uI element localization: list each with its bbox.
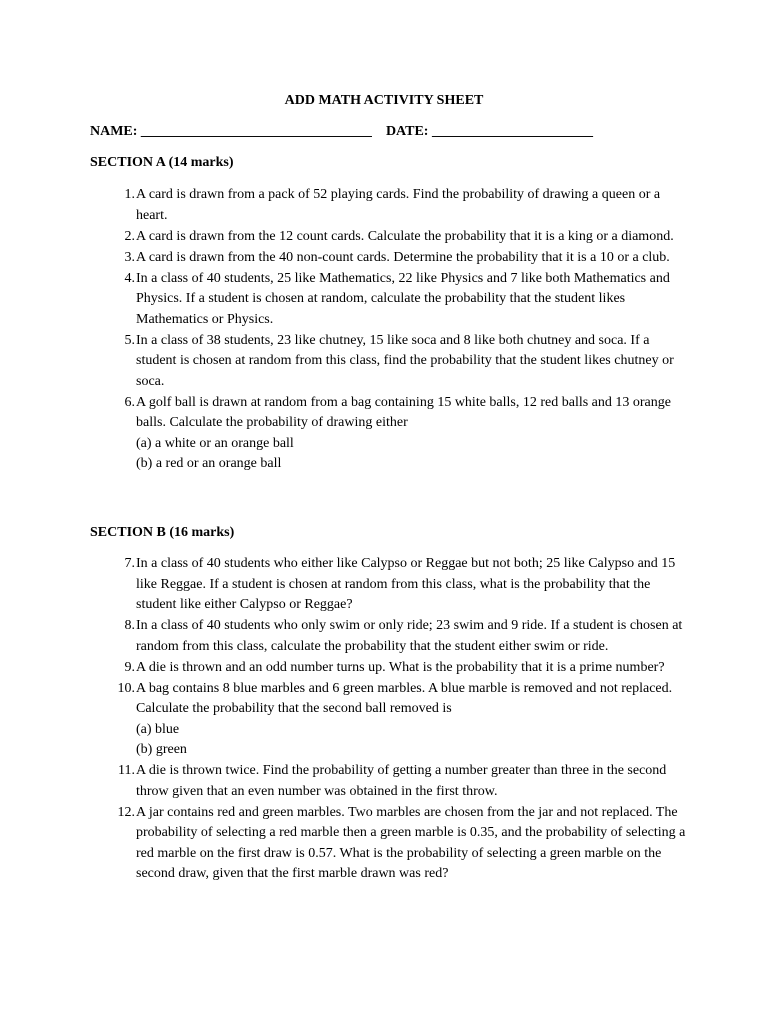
question-text: A die is thrown and an odd number turns up. What is the probability that it is a prime number? <box>136 659 665 675</box>
question-text: In a class of 40 students who either like Calypso or Reggae but not both; 25 like Calypso and 15 like Reggae. If a student is chosen at random from this class, what is the probability that the student like either Calypso or Reggae? <box>136 556 676 612</box>
section-b-heading: SECTION B (16 marks) <box>90 525 235 540</box>
question-number: 5. <box>124 332 135 348</box>
question-text: A golf ball is drawn at random from a bag containing 15 white balls, 12 red balls and 13 orange balls. Calculate the probability of drawing either <box>136 394 671 430</box>
question-item <box>90 331 690 393</box>
question-item <box>90 393 690 475</box>
section-a-question-list <box>90 185 690 475</box>
question-item <box>90 248 690 269</box>
name-date-row <box>90 124 593 140</box>
question-subpart-b: (b) a red or an orange ball <box>136 456 282 471</box>
section-a-heading: SECTION A (14 marks) <box>90 155 234 170</box>
question-number: 9. <box>124 659 135 675</box>
question-number: 3. <box>124 249 135 265</box>
question-subpart-a: (a) blue <box>136 721 180 737</box>
question-number: 7. <box>124 556 135 571</box>
question-number: 2. <box>124 228 135 244</box>
question-subpart-b: (b) green <box>136 742 187 757</box>
question-number: 4. <box>124 270 135 286</box>
question-number: 1. <box>124 187 135 202</box>
question-text: In a class of 40 students, 25 like Mathematics, 22 like Physics and 7 like both Mathematics and Physics. If a student is chosen at random, calculate the probability that the student likes Mathematics or Physics. <box>136 270 670 327</box>
name-field-label: NAME: _________________________________ <box>90 124 372 139</box>
question-text: In a class of 40 students who only swim or only ride; 23 swim and 9 ride. If a student is chosen at random from this class, calculate the probability that the student either swim or ride. <box>136 618 683 654</box>
question-number: 6. <box>124 394 135 410</box>
date-field-label: DATE: _______________________ <box>385 124 593 139</box>
question-item <box>90 227 690 248</box>
question-number: 10. <box>117 680 135 696</box>
question-item <box>90 658 690 679</box>
question-text: A die is thrown twice. Find the probability of getting a number greater than three in the second throw given that an even number was obtained in the first throw. <box>136 763 667 799</box>
question-item <box>90 269 690 331</box>
question-item <box>90 554 690 616</box>
question-number: 12. <box>117 804 135 820</box>
page-title: ADD MATH ACTIVITY SHEET <box>284 93 484 108</box>
question-item <box>90 679 690 761</box>
question-item <box>90 761 690 802</box>
question-text: A card is drawn from a pack of 52 playing cards. Find the probability of drawing a queen or a heart. <box>136 187 661 223</box>
question-text: A bag contains 8 blue marbles and 6 green marbles. A blue marble is removed and not replaced. Calculate the probability that the second ball removed is <box>136 680 673 716</box>
question-text: A card is drawn from the 40 non-count cards. Determine the probability that it is a 10 or a club. <box>136 249 670 265</box>
question-item <box>90 616 690 657</box>
question-item <box>90 185 690 226</box>
question-text: A jar contains red and green marbles. Two marbles are chosen from the jar and not replaced. The probability of selecting a red marble then a green marble is 0.35, and the probability of selecting a red marble on the first draw is 0.57. What is the probability of selecting a green marble on the second draw, given that the first marble drawn was red? <box>136 804 686 881</box>
question-number: 11. <box>118 763 135 778</box>
question-item <box>90 803 690 885</box>
question-text: A card is drawn from the 12 count cards. Calculate the probability that it is a king or a diamond. <box>136 228 674 244</box>
question-number: 8. <box>124 618 135 633</box>
question-subpart-a: (a) a white or an orange ball <box>136 435 294 451</box>
question-text: In a class of 38 students, 23 like chutney, 15 like soca and 8 like both chutney and soca. If a student is chosen at random from this class, find the probability that the student likes chutney or soca. <box>136 332 674 389</box>
section-b-question-list <box>90 554 690 885</box>
